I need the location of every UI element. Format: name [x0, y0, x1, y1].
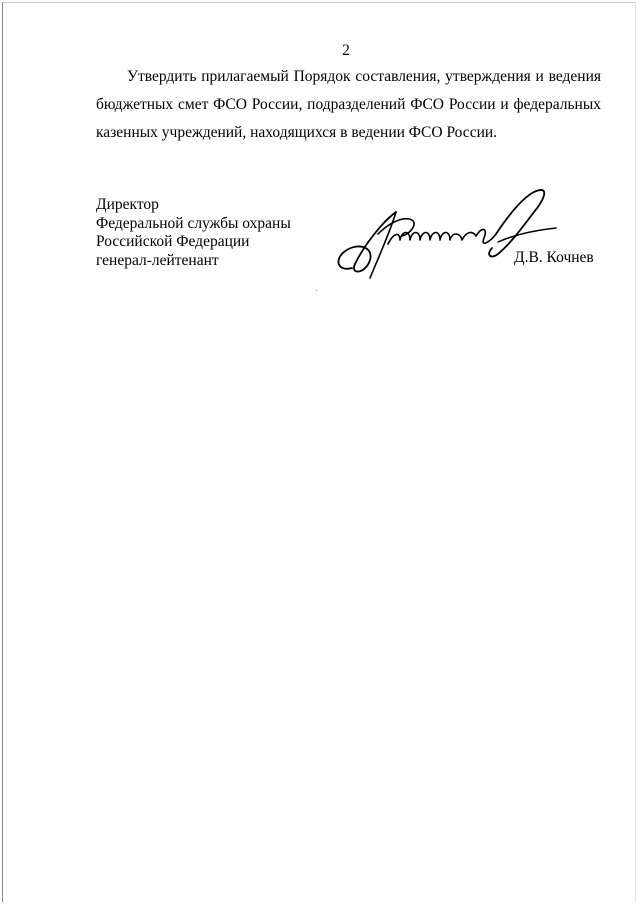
signer-title-block: [96, 196, 291, 270]
signer-position: Директор: [96, 196, 159, 213]
signer-rank: генерал-лейтенант: [96, 251, 219, 269]
page-number: 2: [342, 42, 350, 59]
body-paragraph: Утвердить прилагаемый Порядок составления, утверждения и ведения бюджетных смет ФСО России, подразделений ФСО России и федеральных казенных учреждений, находящихся в ведении ФСО России.: [96, 68, 601, 141]
handwritten-signature: [330, 182, 570, 290]
signer-organization: Федеральной службы охраны: [96, 214, 291, 232]
scan-speck: [316, 290, 317, 291]
signer-name: Д.В. Кочнев: [514, 249, 594, 266]
signer-country: Российской Федерации: [96, 233, 250, 250]
